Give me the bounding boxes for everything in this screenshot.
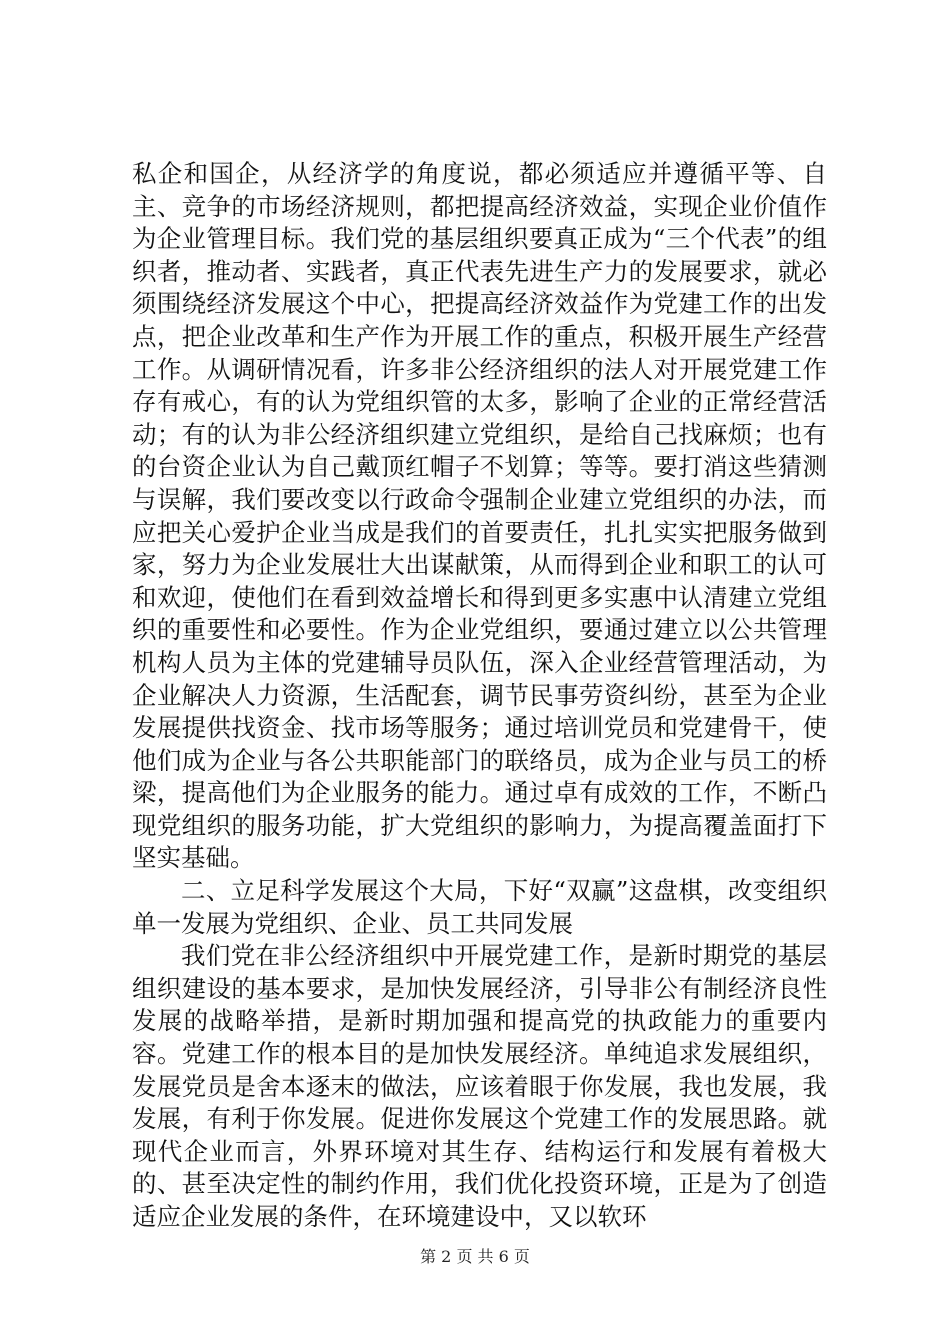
document-body	[132, 158, 827, 1234]
paragraph-body: 我们党在非公经济组织中开展党建工作，是新时期党的基层组织建设的基本要求，是加快发展经济，引导非公有制经济良性发展的战略举措，是新时期加强和提高党的执政能力的重要内容。党建工作的根本目的是加快发展经济。单纯追求发展组织，发展党员是舍本逐末的做法，应该着眼于你发展，我也发展，我发展，有利于你发展。促进你发展这个党建工作的发展思路。就现代企业而言，外界环境对其生存、结构运行和发展有着极大的、甚至决定性的制约作用，我们优化投资环境，正是为了创造适应企业发展的条件，在环境建设中，又以软环	[132, 941, 827, 1231]
paragraph-continuation: 私企和国企，从经济学的角度说，都必须适应并遵循平等、自主、竞争的市场经济规则，都把提高经济效益，实现企业价值作为企业管理目标。我们党的基层组织要真正成为“三个代表”的组织者，推动者、实践者，真正代表先进生产力的发展要求，就必须围绕经济发展这个中心，把提高经济效益作为党建工作的出发点，把企业改革和生产作为开展工作的重点，积极开展生产经营工作。从调研情况看，许多非公经济组织的法人对开展党建工作存有戒心，有的认为党组织管的太多，影响了企业的正常经营活动；有的认为非公经济组织建立党组织，是给自己找麻烦；也有的台资企业认为自己戴顶红帽子不划算；等等。要打消这些猜测与误解，我们要改变以行政命令强制企业建立党组织的办法，而应把关心爱护企业当成是我们的首要责任，扎扎实实把服务做到家，努力为企业发展壮大出谋献策，从而得到企业和职工的认可和欢迎，使他们在看到效益增长和得到更多实惠中认清建立党组织的重要性和必要性。作为企业党组织，要通过建立以公共管理机构人员为主体的党建辅导员队伍，深入企业经营管理活动，为企业解决人力资源，生活配套，调节民事劳资纠纷，甚至为企业发展提供找资金、找市场等服务；通过培训党员和党建骨干，使他们成为企业与各公共职能部门的联络员，成为企业与员工的桥梁，提高他们为企业服务的能力。通过卓有成效的工作，不断凸现党组织的服务功能，扩大党组织的影响力，为提高覆盖面打下坚实基础。	[132, 159, 827, 873]
section-heading: 二、立足科学发展这个大局，下好“双赢”这盘棋，改变组织单一发展为党组织、企业、员工共同发展	[132, 876, 827, 938]
page-number-footer: 第 2 页 共 6 页	[420, 1247, 530, 1266]
